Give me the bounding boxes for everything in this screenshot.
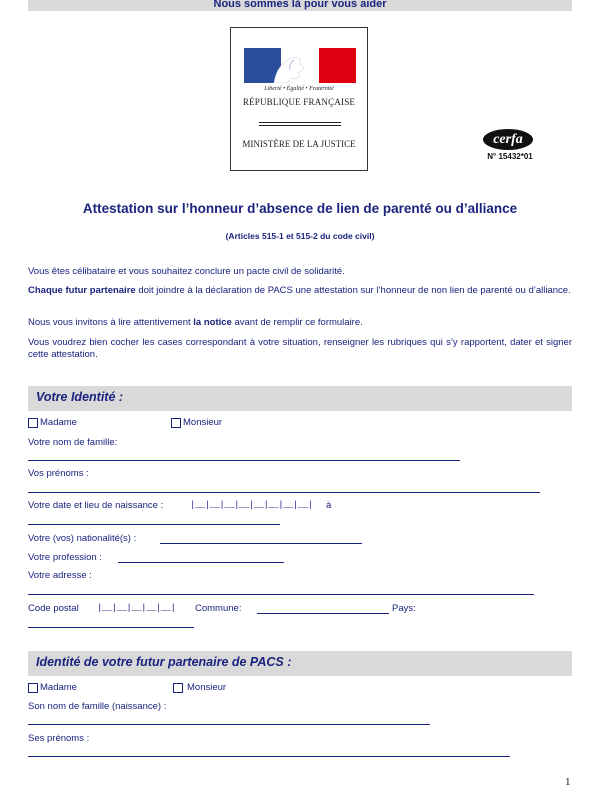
intro-paragraph-3-start: Nous vous invitons à lire attentivement: [28, 317, 194, 328]
profession-field[interactable]: [118, 562, 284, 563]
birth-place-field[interactable]: [28, 524, 280, 525]
intro-paragraph-1: Vous êtes célibataire et vous souhaitez conclure un pacte civil de solidarité.: [28, 266, 345, 277]
adresse-label: Votre adresse :: [28, 570, 92, 581]
adresse-field[interactable]: [28, 594, 534, 595]
intro-paragraph-2-text: doit joindre à la déclaration de PACS une attestation sur l’honneur de non lien de parenté ou d’alliance.: [135, 285, 571, 296]
notice-link: la notice: [193, 317, 232, 328]
identity-section-header: [28, 386, 572, 411]
code-postal-boxes[interactable]: |__|__|__|__|__|: [97, 603, 176, 613]
code-postal-label: Code postal: [28, 603, 79, 614]
logo-divider: [259, 122, 341, 123]
intro-paragraph-3-end: avant de remplir ce formulaire.: [231, 317, 363, 328]
page-number: 1: [565, 776, 571, 788]
identity-heading: Votre Identité :: [36, 390, 124, 404]
republic-name: RÉPUBLIQUE FRANÇAISE: [242, 97, 356, 107]
prenoms-field[interactable]: [28, 492, 540, 493]
a-label: à: [326, 500, 332, 511]
birth-date-boxes[interactable]: |__|__|__|__|__|__|__|__|: [190, 500, 313, 510]
intro-bold-partner: Chaque futur partenaire: [28, 285, 136, 296]
republique-francaise-logo: [230, 27, 368, 171]
intro-paragraph-3: [28, 317, 572, 329]
pays-field[interactable]: [28, 627, 194, 628]
madame-label: Madame: [40, 417, 77, 428]
intro-paragraph-2: [28, 285, 572, 297]
form-title: Attestation sur l’honneur d’absence de lien de parenté ou d’alliance: [82, 201, 518, 216]
nom-label: Votre nom de famille:: [28, 437, 118, 448]
partner-nom-field[interactable]: [28, 724, 430, 725]
pays-label: Pays:: [392, 603, 416, 614]
marianne-flag-icon: [244, 48, 356, 83]
partner-madame-checkbox[interactable]: [28, 683, 38, 693]
republic-motto: Liberté • Égalité • Fraternité: [264, 86, 334, 92]
partner-prenoms-field[interactable]: [28, 756, 510, 757]
commune-field[interactable]: [257, 613, 389, 614]
ministry-name: MINISTÈRE DE LA JUSTICE: [242, 139, 356, 149]
nationalite-label: Votre (vos) nationalité(s) :: [28, 533, 137, 544]
partner-nom-label: Son nom de famille (naissance) :: [28, 701, 167, 712]
partner-section-header: [28, 651, 572, 676]
partner-monsieur-checkbox[interactable]: [173, 683, 183, 693]
nom-field[interactable]: [28, 460, 460, 461]
logo-divider: [259, 125, 341, 126]
partner-heading: Identité de votre futur partenaire de PACS :: [36, 655, 292, 669]
partner-madame-label: Madame: [40, 682, 77, 693]
prenoms-label: Vos prénoms :: [28, 468, 89, 479]
nationalite-field[interactable]: [160, 543, 362, 544]
profession-label: Votre profession :: [28, 552, 102, 563]
partner-monsieur-label: Monsieur: [187, 682, 227, 693]
madame-checkbox[interactable]: [28, 418, 38, 428]
commune-label: Commune:: [195, 603, 242, 614]
cerfa-number: N° 15432*01: [487, 152, 533, 161]
monsieur-label: Monsieur: [183, 417, 223, 428]
partner-prenoms-label: Ses prénoms :: [28, 733, 90, 744]
monsieur-checkbox[interactable]: [171, 418, 181, 428]
cerfa-logo: cerfa: [483, 129, 533, 150]
intro-paragraph-4: Vous voudrez bien cocher les cases correspondant à votre situation, renseigner les rubriques qui s’y rapportent, dater et signer cette attestation.: [28, 337, 572, 360]
top-banner: Nous sommes là pour vous aider: [28, 0, 572, 11]
form-subtitle: (Articles 515-1 et 515-2 du code civil): [225, 231, 375, 241]
naissance-label: Votre date et lieu de naissance :: [28, 500, 164, 511]
